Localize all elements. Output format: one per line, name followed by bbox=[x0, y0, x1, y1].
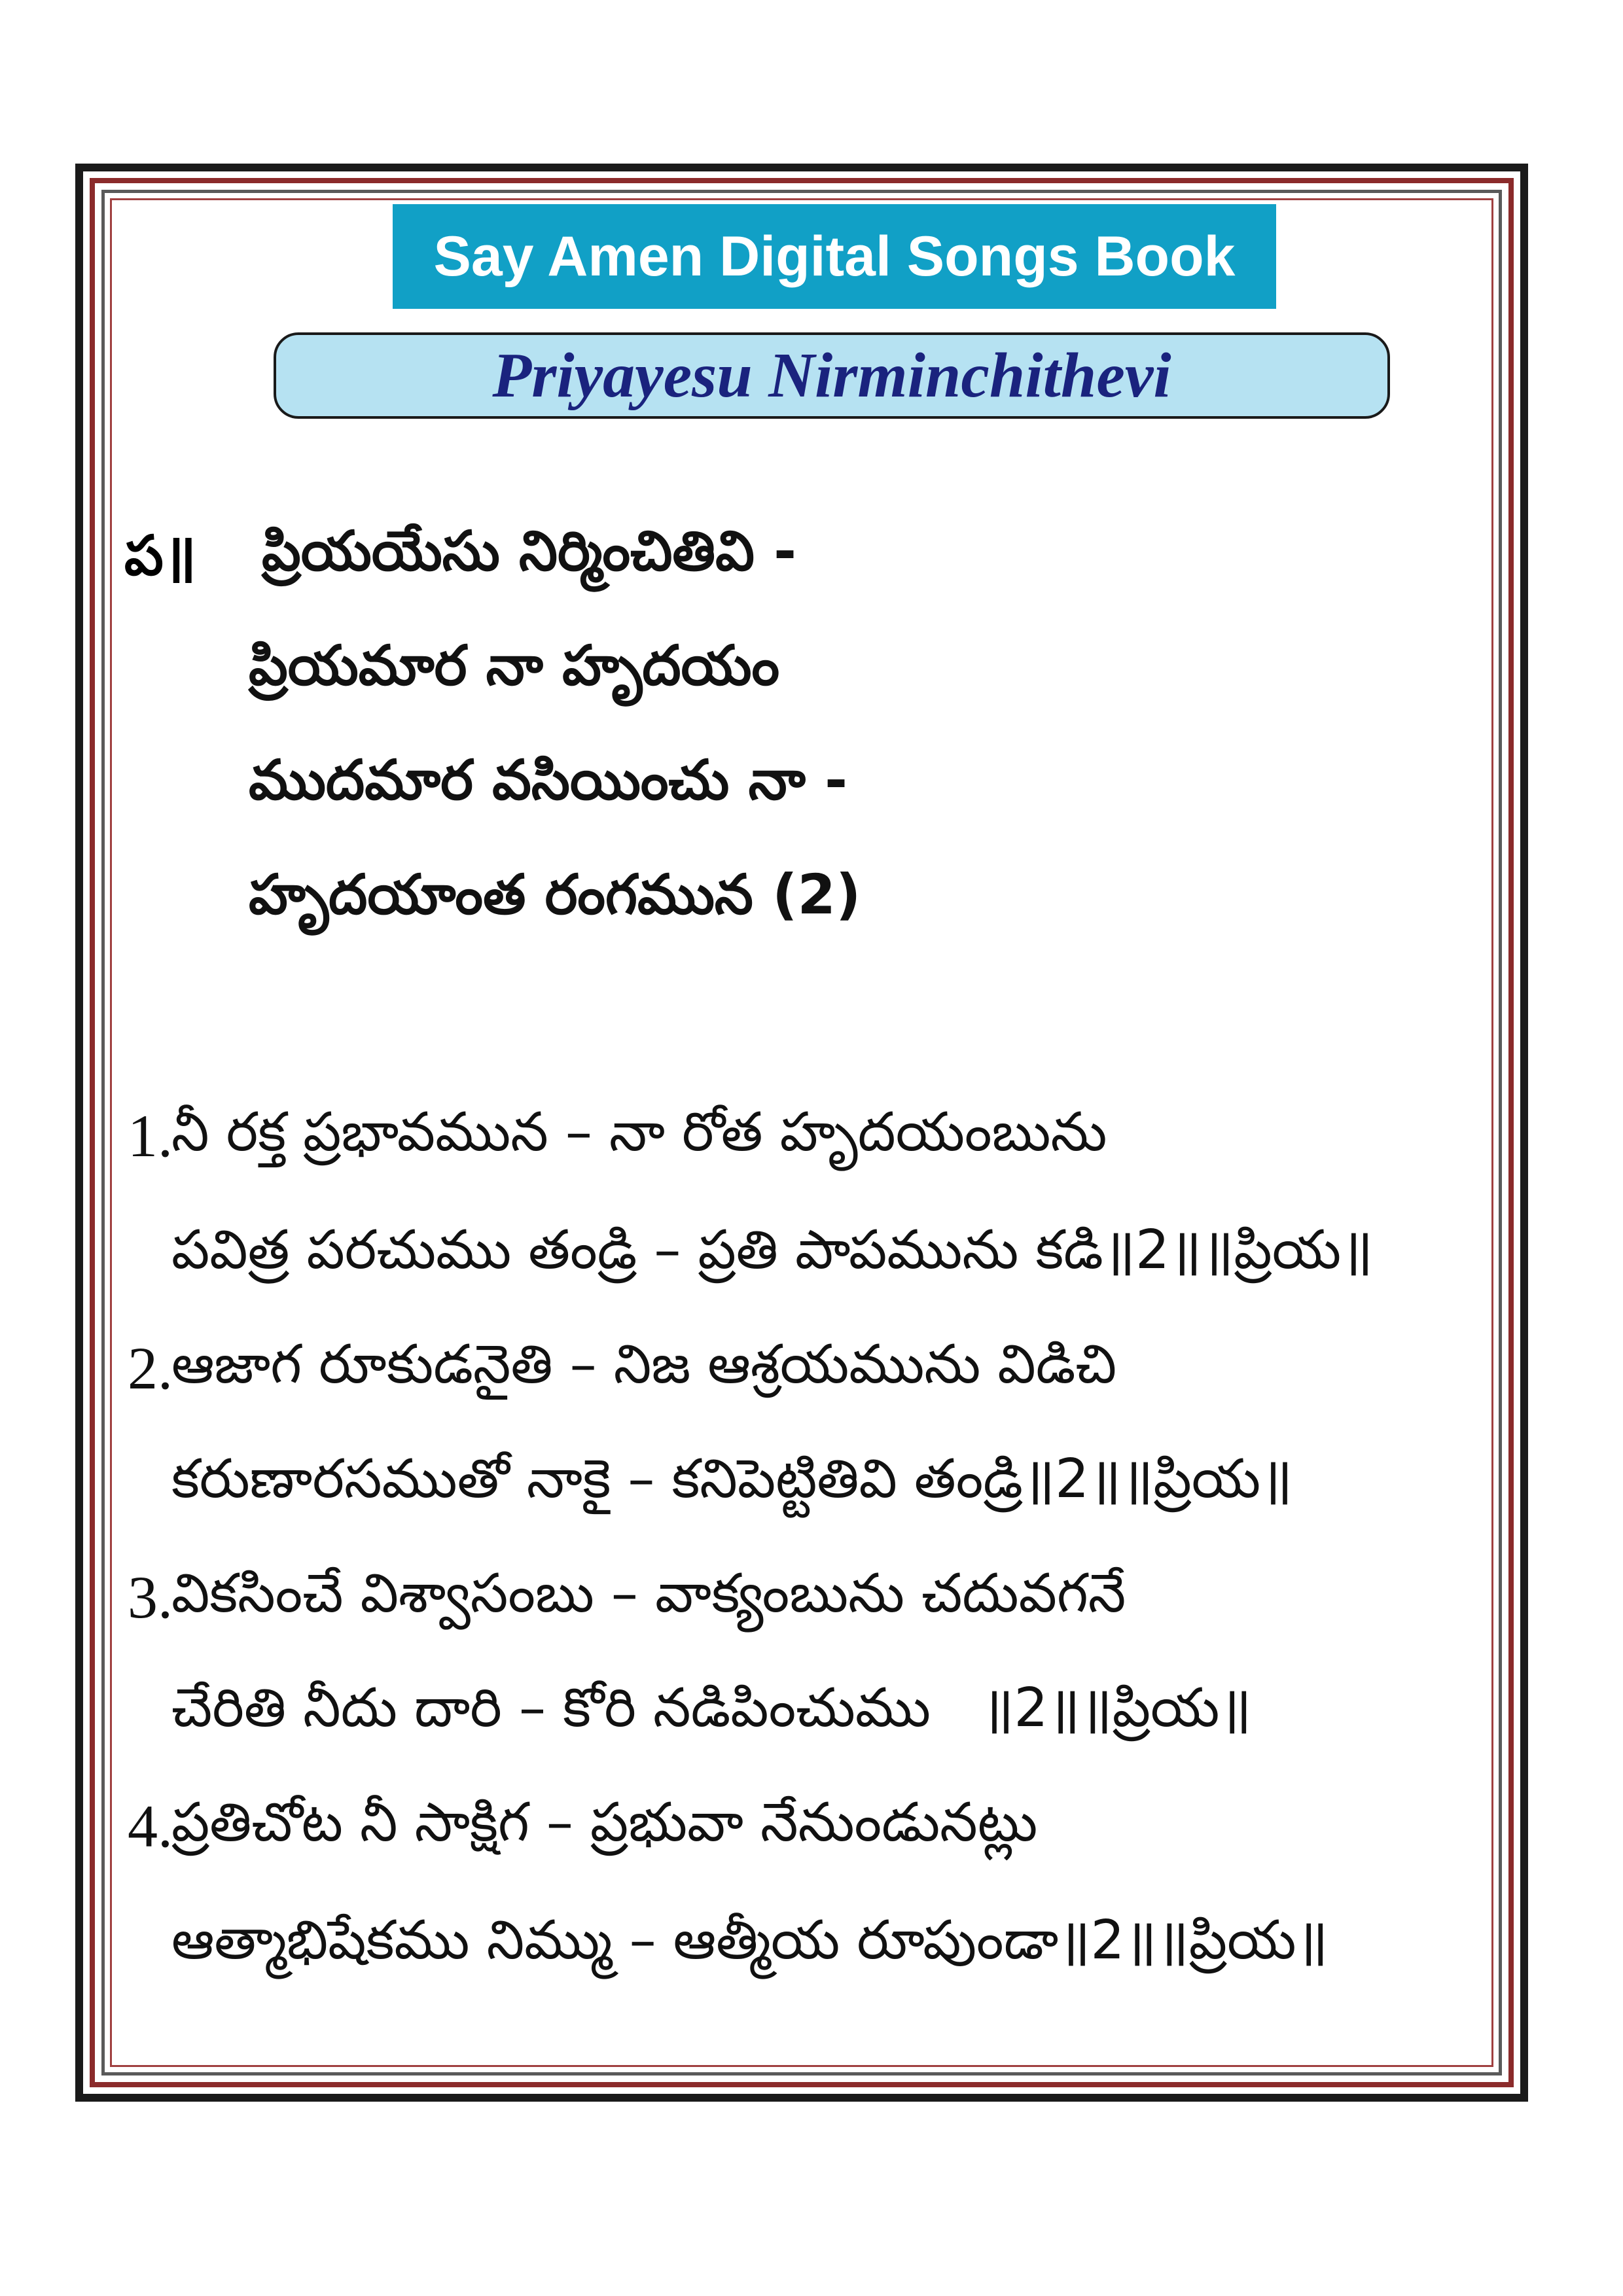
stanza-3-line-1: వికసించే విశ్వాసంబు – వాక్యంబును చదువగనే bbox=[171, 1563, 1126, 1625]
stanza-4-number: 4. bbox=[128, 1793, 173, 1860]
stanza-2-line-2: కరుణారసముతో నాకై – కనిపెట్టితివి తండ్రి॥2॥॥ప్రియ॥ bbox=[171, 1448, 1293, 1510]
stanza-1-line-2: పవిత్ర పరచుము తండ్రి – ప్రతి పాపమును కడి॥2॥॥ప్రియ॥ bbox=[171, 1219, 1374, 1281]
song-title: Priyayesu Nirminchithevi bbox=[492, 340, 1171, 411]
stanza-4-line-1: ప్రతిచోట నీ సాక్షిగ – ప్రభువా నేనుండునట్లు bbox=[171, 1792, 1038, 1854]
stanza-2-number: 2. bbox=[128, 1335, 173, 1402]
stanza-3-line-2: చేరితి నీదు దారి – కోరి నడిపించుము ॥2॥॥ప్రియ॥ bbox=[171, 1677, 1252, 1739]
song-title-box bbox=[274, 332, 1390, 419]
book-title-banner: Say Amen Digital Songs Book bbox=[393, 204, 1276, 309]
pallavi-line-1: ప్రియయేసు నిర్మించితివి - bbox=[262, 519, 796, 583]
pallavi-line-3: ముదమార వసియించు నా - bbox=[249, 748, 847, 812]
stanza-1-number: 1. bbox=[128, 1103, 173, 1169]
stanza-4-line-2: ఆత్మాభిషేకము నిమ్ము – ఆత్మీయ రూపుండా॥2॥॥ప్రియ॥ bbox=[171, 1909, 1329, 1971]
pallavi-marker: ప॥ bbox=[124, 523, 197, 588]
pallavi-line-4: హృదయాంత రంగమున (2) bbox=[249, 862, 861, 927]
stanza-3-number: 3. bbox=[128, 1564, 173, 1631]
pallavi-line-2: ప్రియమార నా హృదయం bbox=[249, 633, 780, 698]
stanza-1-line-1: నీ రక్త ప్రభావమున – నా రోత హృదయంబును bbox=[171, 1101, 1107, 1163]
stanza-2-line-1: ఆజాగ రూకుడనైతి – నిజ ఆశ్రయమును విడిచి bbox=[171, 1333, 1117, 1396]
